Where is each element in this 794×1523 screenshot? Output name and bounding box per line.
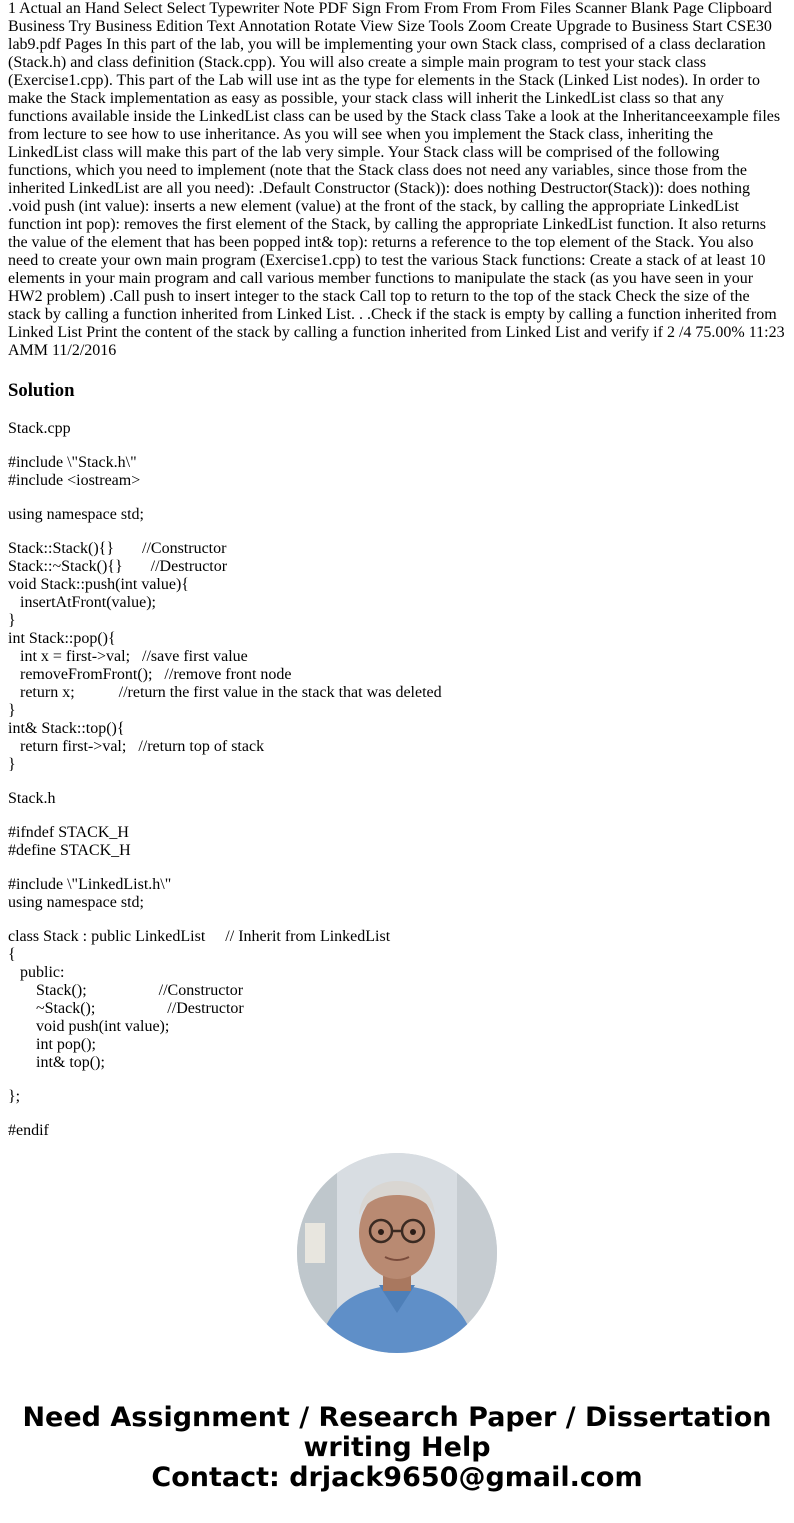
code-line: int& top(); — [8, 1054, 105, 1071]
portrait-photo — [297, 1153, 497, 1353]
code-line: removeFromFront(); //remove front node — [8, 666, 292, 683]
spacer — [8, 438, 786, 454]
filename-stack-cpp: Stack.cpp — [8, 420, 71, 437]
code-line: #include <iostream> — [8, 472, 141, 489]
code-line: void Stack::push(int value){ — [8, 576, 189, 593]
code-line: int Stack::pop(){ — [8, 630, 116, 647]
code-blank-line — [8, 912, 786, 928]
code-line: class Stack : public LinkedList // Inherit from LinkedList — [8, 928, 391, 945]
solution-code — [8, 420, 786, 1162]
code-line: #include \"LinkedList.h\" — [8, 876, 172, 893]
question-text: 1 Actual an Hand Select Select Typewriter Note PDF Sign From From From From Files Scanner Blank Page Clipboard Business Try Business Edition Text Annotation Rotate View Size Tools Zoom Create Upgrade to Business Start CSE30 lab9.pdf Pages In this part of the lab, you will be implementing your own Stack class, comprised of a class declaration (Stack.h) and class definition (Stack.cpp). You will also create a simple main program to test your stack class (Exercise1.cpp). This part of the Lab will use int as the type for elements in the Stack (Linked List nodes). In order to make the Stack implementation as easy as possible, your stack class will inherit the LinkedList class so that any functions available inside the LinkedList class can be used by the Stack class Take a look at the Inheritanceexample files from lecture to see how to use inheritance. As you will see when you implement the Stack class, inheriting the LinkedList class will make this part of the lab very simple. Your Stack class will be comprised of the following functions, which you need to implement (note that the Stack class does not need any variables, since those from the inherited LinkedList are all you need): .Default Constructor (Stack)): does nothing Destructor(Stack)): does nothing .void push (int value): inserts a new element (value) at the front of the stack, by calling the appropriate LinkedList function int pop): removes the first element of the Stack, by calling the appropriate LinkedList function. It also returns the value of the element that has been popped int& top): returns a reference to the top element of the Stack. You also need to create your own main program (Exercise1.cpp) to test the various Stack functions: Create a stack of at least 10 elements in your main program and call various member functions to manipulate the stack (as you have seen in your HW2 problem) .Call push to insert integer to the stack Call top to return to the top of the stack Check the size of the stack by calling a function inherited from Linked List. . .Check if the stack is empty by calling a function inherited from Linked List Print the content of the stack by calling a function inherited from Linked List and verify if 2 /4 75.00% 11:23 AMM 11/2/2016 — [8, 0, 785, 359]
document-content — [8, 0, 786, 1162]
stack-cpp-code — [8, 454, 786, 774]
code-blank-line — [8, 860, 786, 876]
code-line: } — [8, 612, 16, 629]
code-line: ~Stack(); //Destructor — [8, 1000, 244, 1017]
code-line: return first->val; //return top of stack — [8, 738, 265, 755]
code-line: Stack(); //Constructor — [8, 982, 244, 999]
promo-line-2: writing Help — [303, 1432, 491, 1463]
code-line: public: — [8, 964, 65, 981]
promo-banner — [0, 1403, 794, 1493]
code-line: int& Stack::top(){ — [8, 720, 125, 737]
code-blank-line — [8, 1106, 786, 1122]
code-line: #ifndef STACK_H — [8, 824, 129, 841]
solution-heading: Solution — [8, 380, 75, 401]
code-line: void push(int value); — [8, 1018, 170, 1035]
code-line: using namespace std; — [8, 894, 144, 911]
code-line: #endif — [8, 1122, 49, 1139]
code-line: int x = first->val; //save first value — [8, 648, 248, 665]
code-line: Stack::Stack(){} //Constructor — [8, 540, 227, 557]
code-line: insertAtFront(value); — [8, 594, 156, 611]
spacer — [8, 808, 786, 824]
stack-h-code — [8, 824, 786, 1140]
code-blank-line — [8, 524, 786, 540]
code-line: return x; //return the first value in the stack that was deleted — [8, 684, 442, 701]
code-line: } — [8, 756, 16, 773]
code-line: { — [8, 946, 16, 963]
code-line: } — [8, 702, 16, 719]
code-line: using namespace std; — [8, 506, 144, 523]
code-line: #include \"Stack.h\" — [8, 454, 137, 471]
promo-line-1: Need Assignment / Research Paper / Dissertation — [22, 1402, 772, 1433]
code-blank-line — [8, 490, 786, 506]
code-blank-line — [8, 1072, 786, 1088]
code-line: #define STACK_H — [8, 842, 131, 859]
code-line: int pop(); — [8, 1036, 96, 1053]
filename-stack-h: Stack.h — [8, 790, 56, 807]
promo-contact: Contact: drjack9650@gmail.com — [151, 1462, 643, 1493]
spacer — [8, 774, 786, 790]
code-line: }; — [8, 1088, 21, 1105]
code-line: Stack::~Stack(){} //Destructor — [8, 558, 228, 575]
avatar — [297, 1153, 497, 1353]
